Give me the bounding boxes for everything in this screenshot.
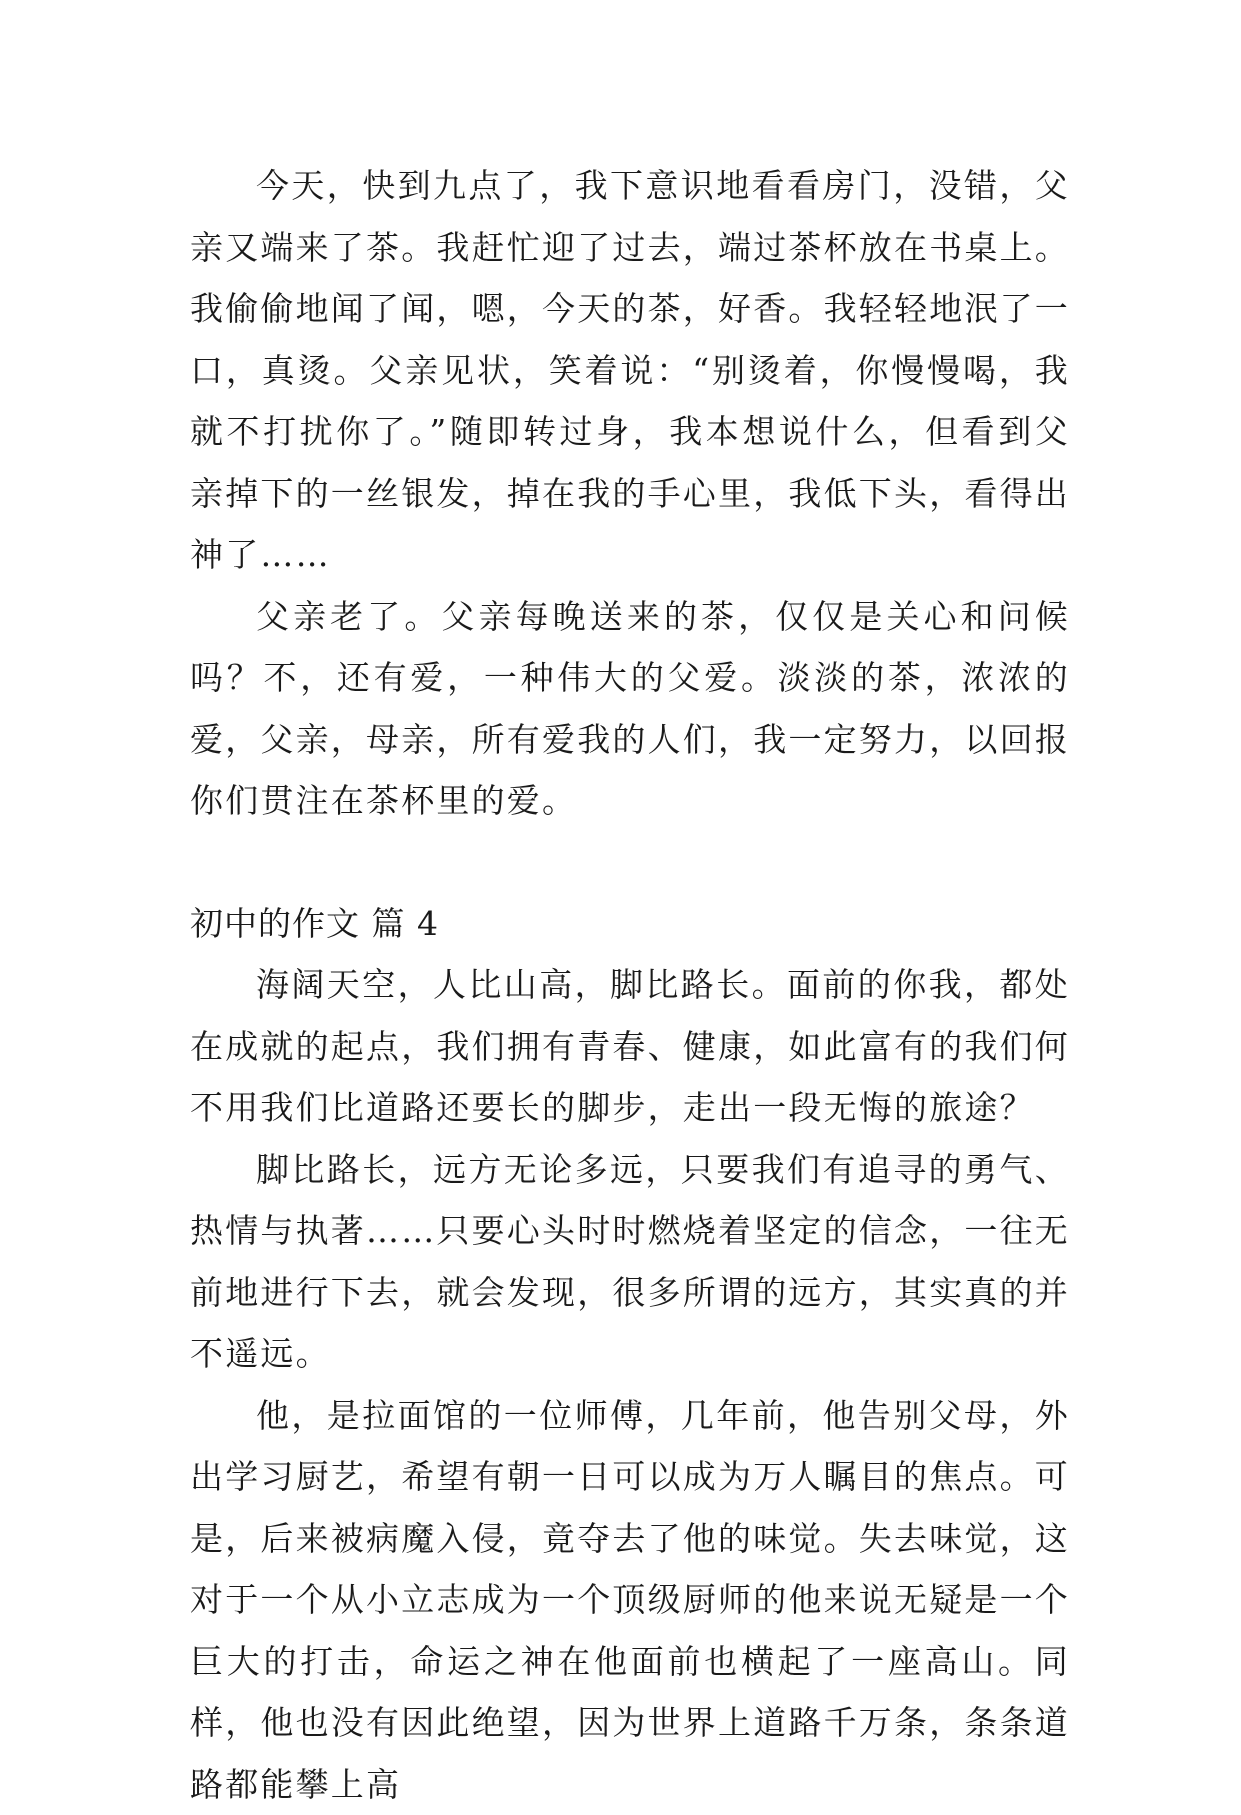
paragraph: 父亲老了。父亲每晚送来的茶，仅仅是关心和问候吗？不，还有爱，一种伟大的父爱。淡淡的茶，浓浓的爱，父亲，母亲，所有爱我的人们，我一定努力，以回报你们贯注在茶杯里的爱。: [190, 586, 1070, 832]
section-heading: 初中的作文 篇 4: [190, 893, 1070, 955]
paragraph: 海阔天空，人比山高，脚比路长。面前的你我，都处在成就的起点，我们拥有青春、健康，如此富有的我们何不用我们比道路还要长的脚步，走出一段无悔的旅途？: [190, 954, 1070, 1139]
document-body: [190, 155, 1070, 1815]
paragraph: 今天，快到九点了，我下意识地看看房门，没错，父亲又端来了茶。我赶忙迎了过去，端过茶杯放在书桌上。我偷偷地闻了闻，嗯，今天的茶，好香。我轻轻地泯了一口，真烫。父亲见状，笑着说：“别烫着，你慢慢喝，我就不打扰你了。”随即转过身，我本想说什么，但看到父亲掉下的一丝银发，掉在我的手心里，我低下头，看得出神了……: [190, 155, 1070, 586]
paragraph: 他，是拉面馆的一位师傅，几年前，他告别父母，外出学习厨艺，希望有朝一日可以成为万人瞩目的焦点。可是，后来被病魔入侵，竟夺去了他的味觉。失去味觉，这对于一个从小立志成为一个顶级厨师的他来说无疑是一个巨大的打击，命运之神在他面前也横起了一座高山。同样，他也没有因此绝望，因为世界上道路千万条，条条道路都能攀上高: [190, 1385, 1070, 1815]
paragraph: 脚比路长，远方无论多远，只要我们有追寻的勇气、热情与执著……只要心头时时燃烧着坚定的信念，一往无前地进行下去，就会发现，很多所谓的远方，其实真的并不遥远。: [190, 1139, 1070, 1385]
